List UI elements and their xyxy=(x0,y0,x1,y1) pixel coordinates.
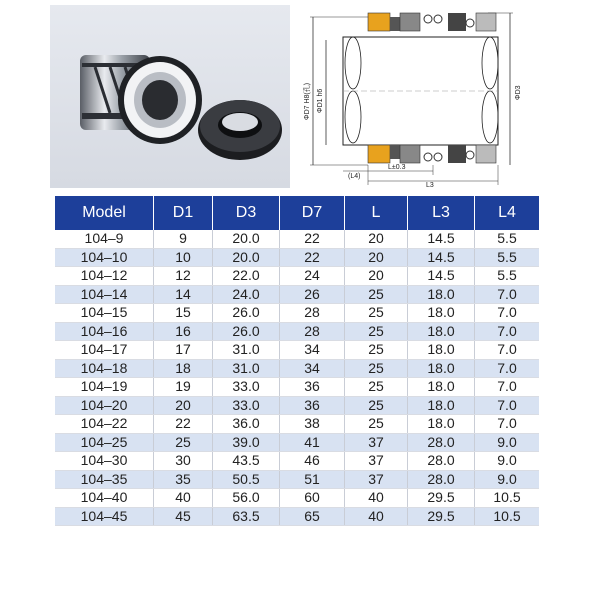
table-cell: 104–10 xyxy=(55,248,154,267)
table-cell: 10 xyxy=(154,248,213,267)
table-cell: 14.5 xyxy=(408,267,475,286)
table-row xyxy=(55,507,539,526)
table-cell: 104–9 xyxy=(55,230,154,248)
header-l4: L4 xyxy=(475,196,540,230)
table-cell: 20.0 xyxy=(213,248,280,267)
table-cell: 9 xyxy=(154,230,213,248)
table-cell: 30 xyxy=(154,452,213,471)
table-cell: 25 xyxy=(154,433,213,452)
table-cell: 7.0 xyxy=(475,304,540,323)
l-label: L±0.3 xyxy=(388,164,406,171)
table-cell: 9.0 xyxy=(475,470,540,489)
dimension-drawing xyxy=(298,5,535,188)
table-cell: 25 xyxy=(345,415,408,434)
table-row xyxy=(55,452,539,471)
header-l: L xyxy=(345,196,408,230)
table-cell: 38 xyxy=(280,415,345,434)
table-cell: 51 xyxy=(280,470,345,489)
header-d1: D1 xyxy=(154,196,213,230)
table-cell: 36 xyxy=(280,378,345,397)
table-cell: 63.5 xyxy=(213,507,280,526)
product-photo xyxy=(50,5,290,188)
table-cell: 24.0 xyxy=(213,285,280,304)
table-cell: 46 xyxy=(280,452,345,471)
d1-label: ΦD1 h6 xyxy=(317,88,324,113)
table-cell: 14.5 xyxy=(408,248,475,267)
table-cell: 37 xyxy=(345,452,408,471)
table-cell: 22 xyxy=(280,248,345,267)
table-cell: 31.0 xyxy=(213,359,280,378)
table-cell: 17 xyxy=(154,341,213,360)
seal-photo-illustration xyxy=(50,5,290,188)
table-cell: 25 xyxy=(345,396,408,415)
table-cell: 19 xyxy=(154,378,213,397)
table-row xyxy=(55,248,539,267)
table-cell: 104–35 xyxy=(55,470,154,489)
table-cell: 56.0 xyxy=(213,489,280,508)
table-cell: 25 xyxy=(345,322,408,341)
table-cell: 104–25 xyxy=(55,433,154,452)
l4-label: (L4) xyxy=(348,173,361,180)
table-row xyxy=(55,359,539,378)
table-cell: 26.0 xyxy=(213,322,280,341)
table-cell: 25 xyxy=(345,285,408,304)
table-cell: 25 xyxy=(345,304,408,323)
table-cell: 28.0 xyxy=(408,470,475,489)
table-row xyxy=(55,396,539,415)
table-cell: 20 xyxy=(345,230,408,248)
table-cell: 22 xyxy=(280,230,345,248)
seal-cross-section-diagram xyxy=(298,5,535,188)
table-cell: 43.5 xyxy=(213,452,280,471)
table-cell: 5.5 xyxy=(475,267,540,286)
table-cell: 36 xyxy=(280,396,345,415)
table-row xyxy=(55,230,539,248)
table-cell: 31.0 xyxy=(213,341,280,360)
table-cell: 104–12 xyxy=(55,267,154,286)
table-cell: 28.0 xyxy=(408,452,475,471)
table-cell: 33.0 xyxy=(213,396,280,415)
table-row xyxy=(55,341,539,360)
table-cell: 28 xyxy=(280,322,345,341)
d3-label: ΦD3 xyxy=(515,85,522,100)
table-cell: 7.0 xyxy=(475,285,540,304)
table-cell: 50.5 xyxy=(213,470,280,489)
table-cell: 22 xyxy=(154,415,213,434)
table-cell: 24 xyxy=(280,267,345,286)
table-cell: 104–19 xyxy=(55,378,154,397)
table-cell: 16 xyxy=(154,322,213,341)
header-d3: D3 xyxy=(213,196,280,230)
table-cell: 28 xyxy=(280,304,345,323)
table-cell: 12 xyxy=(154,267,213,286)
table-cell: 25 xyxy=(345,341,408,360)
table-cell: 29.5 xyxy=(408,489,475,508)
table-cell: 45 xyxy=(154,507,213,526)
table-cell: 37 xyxy=(345,433,408,452)
table-cell: 104–17 xyxy=(55,341,154,360)
table-cell: 104–14 xyxy=(55,285,154,304)
table-cell: 7.0 xyxy=(475,415,540,434)
table-row xyxy=(55,433,539,452)
d7-label: ΦD7 H8(孔) xyxy=(304,82,311,120)
table-cell: 25 xyxy=(345,359,408,378)
table-row xyxy=(55,322,539,341)
table-cell: 104–15 xyxy=(55,304,154,323)
table-row xyxy=(55,470,539,489)
table-cell: 18.0 xyxy=(408,415,475,434)
table-cell: 7.0 xyxy=(475,396,540,415)
table-cell: 18.0 xyxy=(408,341,475,360)
table-cell: 34 xyxy=(280,359,345,378)
table-cell: 104–16 xyxy=(55,322,154,341)
table-cell: 29.5 xyxy=(408,507,475,526)
table-cell: 40 xyxy=(154,489,213,508)
table-cell: 33.0 xyxy=(213,378,280,397)
table-cell: 18.0 xyxy=(408,359,475,378)
table-cell: 37 xyxy=(345,470,408,489)
l3-label: L3 xyxy=(426,182,434,188)
header-d7: D7 xyxy=(280,196,345,230)
table-cell: 5.5 xyxy=(475,248,540,267)
table-cell: 39.0 xyxy=(213,433,280,452)
table-cell: 7.0 xyxy=(475,322,540,341)
table-cell: 104–45 xyxy=(55,507,154,526)
table-cell: 7.0 xyxy=(475,359,540,378)
table-cell: 35 xyxy=(154,470,213,489)
table-cell: 104–22 xyxy=(55,415,154,434)
table-row xyxy=(55,489,539,508)
header-l3: L3 xyxy=(408,196,475,230)
table-cell: 20 xyxy=(154,396,213,415)
table-cell: 28.0 xyxy=(408,433,475,452)
table-cell: 5.5 xyxy=(475,230,540,248)
table-cell: 40 xyxy=(345,507,408,526)
table-cell: 36.0 xyxy=(213,415,280,434)
table-cell: 104–40 xyxy=(55,489,154,508)
table-cell: 104–30 xyxy=(55,452,154,471)
table-cell: 18.0 xyxy=(408,304,475,323)
table-cell: 10.5 xyxy=(475,507,540,526)
table-cell: 20.0 xyxy=(213,230,280,248)
table-cell: 104–18 xyxy=(55,359,154,378)
table-header-row xyxy=(55,196,539,230)
table-cell: 14.5 xyxy=(408,230,475,248)
table-row xyxy=(55,285,539,304)
table-row xyxy=(55,415,539,434)
table-cell: 18.0 xyxy=(408,378,475,397)
table-cell: 10.5 xyxy=(475,489,540,508)
table-cell: 18.0 xyxy=(408,396,475,415)
table-cell: 34 xyxy=(280,341,345,360)
table-cell: 18.0 xyxy=(408,322,475,341)
table-cell: 7.0 xyxy=(475,378,540,397)
table-cell: 41 xyxy=(280,433,345,452)
table-row xyxy=(55,267,539,286)
table-cell: 14 xyxy=(154,285,213,304)
table-row xyxy=(55,304,539,323)
table-cell: 18.0 xyxy=(408,285,475,304)
table-row xyxy=(55,378,539,397)
table-cell: 20 xyxy=(345,248,408,267)
table-cell: 7.0 xyxy=(475,341,540,360)
table-cell: 20 xyxy=(345,267,408,286)
table-cell: 104–20 xyxy=(55,396,154,415)
table-cell: 60 xyxy=(280,489,345,508)
spec-table xyxy=(55,196,539,526)
table-body xyxy=(55,230,539,526)
stationary-seat-ring xyxy=(198,100,282,160)
table-cell: 18 xyxy=(154,359,213,378)
header-model: Model xyxy=(55,196,154,230)
table-cell: 9.0 xyxy=(475,433,540,452)
table-cell: 22.0 xyxy=(213,267,280,286)
table-cell: 26 xyxy=(280,285,345,304)
table-cell: 40 xyxy=(345,489,408,508)
table-cell: 26.0 xyxy=(213,304,280,323)
table-cell: 9.0 xyxy=(475,452,540,471)
table-cell: 25 xyxy=(345,378,408,397)
table-cell: 65 xyxy=(280,507,345,526)
table-cell: 15 xyxy=(154,304,213,323)
